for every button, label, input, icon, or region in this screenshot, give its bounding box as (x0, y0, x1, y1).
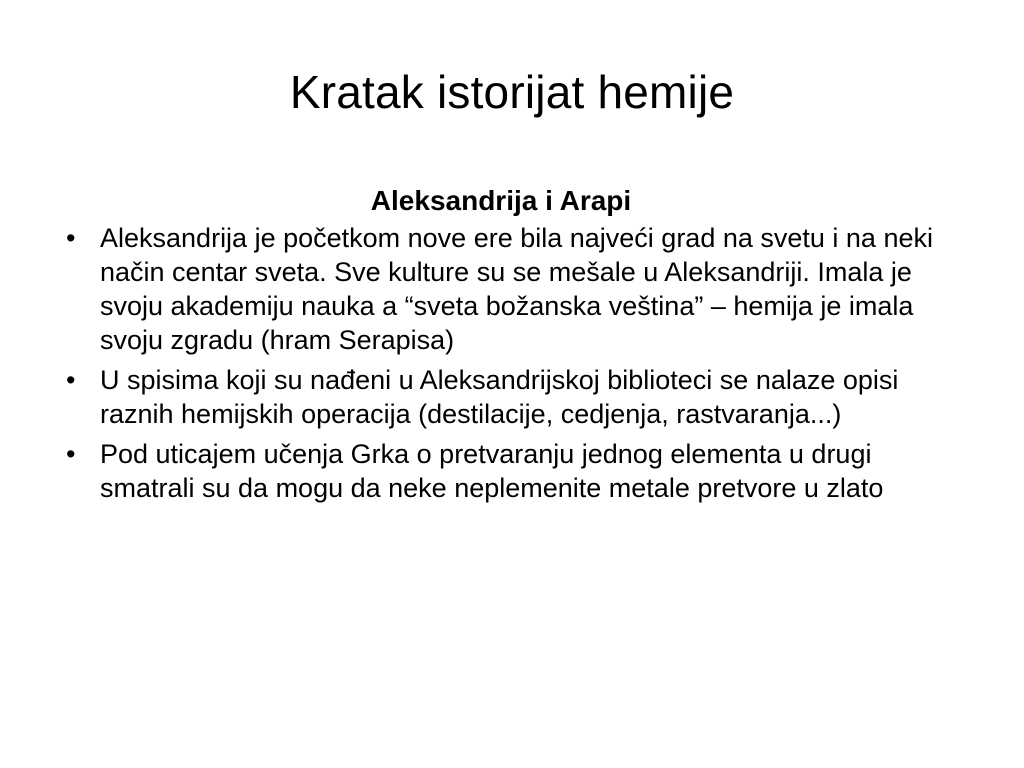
bullet-item (66, 437, 966, 505)
bullet-dot-icon: • (66, 365, 76, 395)
bullet-list (66, 221, 966, 505)
bullet-dot-icon: • (66, 223, 76, 253)
section-subheading: Aleksandrija i Arapi (370, 185, 632, 216)
slide-content (66, 183, 966, 511)
bullet-item (66, 363, 966, 431)
bullet-text: Pod uticajem učenja Grka o pretvaranju jednog elementa u drugi smatrali su da mogu da neke neplemenite metale pretvore u zlato (100, 439, 884, 503)
bullet-text: U spisima koji su nađeni u Aleksandrijskoj biblioteci se nalaze opisi raznih hemijskih operacija (destilacije, cedjenja, rastvaranja...) (100, 365, 899, 429)
bullet-text: Aleksandrija je početkom nove ere bila najveći grad na svetu i na neki način centar sveta. Sve kulture su se mešale u Aleksandriji. Imala je svoju akademiju nauka a “sveta božanska veština” – hemija je imala svoju zgradu (hram Serapisa) (100, 223, 933, 355)
bullet-dot-icon: • (66, 439, 76, 469)
slide-title: Kratak istorijat hemije (289, 66, 735, 118)
bullet-item (66, 221, 966, 357)
